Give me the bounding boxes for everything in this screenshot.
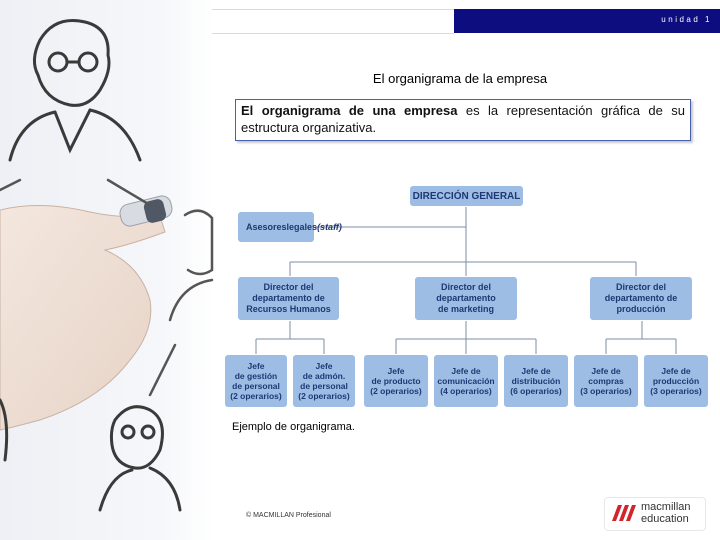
- header-bar-left: [212, 9, 454, 34]
- figure-caption: Ejemplo de organigrama.: [232, 421, 355, 433]
- org-node-jefe-comunicacion: Jefe de comunicación (4 operarios): [433, 354, 499, 408]
- staff-line2: legales: [286, 221, 318, 232]
- staff-line1: Asesores: [246, 221, 287, 232]
- org-node-jefe-distribucion: Jefe de distribución (6 operarios): [503, 354, 569, 408]
- org-node-director-rrhh: Director del departamento de Recursos Humanos: [237, 276, 340, 321]
- slide-title: El organigrama de la empresa: [372, 71, 548, 86]
- org-node-jefe-compras: Jefe de compras (3 operarios): [573, 354, 639, 408]
- definition-box: [235, 99, 691, 141]
- org-node-director-produccion: Director del departamento de producción: [589, 276, 693, 321]
- macmillan-logo-icon: [610, 501, 638, 527]
- unit-label: unidad 1: [661, 15, 712, 24]
- definition-term: El organigrama de una empresa: [241, 103, 458, 118]
- logo-line1: macmillan: [641, 501, 691, 513]
- header-bar: [454, 9, 720, 33]
- macmillan-logo: [604, 497, 706, 531]
- staff-italic: (staff): [317, 221, 342, 232]
- definition-text: es la representación gráfica de su estructura organizativa.: [241, 103, 685, 135]
- logo-line2: education: [641, 513, 689, 525]
- copyright-text: © MACMILLAN Profesional: [246, 512, 331, 519]
- org-node-jefe-producto: Jefe de producto (2 operarios): [363, 354, 429, 408]
- org-node-direccion-general: DIRECCIÓN GENERAL: [409, 185, 524, 207]
- org-node-jefe-produccion: Jefe de producción (3 operarios): [643, 354, 709, 408]
- org-node-jefe-admon-personal: Jefe de admón. de personal (2 operarios): [292, 354, 356, 408]
- org-node-jefe-gestion-personal: Jefe de gestión de personal (2 operarios): [224, 354, 288, 408]
- org-node-asesores-legales: [237, 211, 342, 243]
- org-node-director-marketing: Director del departamento de marketing: [414, 276, 518, 321]
